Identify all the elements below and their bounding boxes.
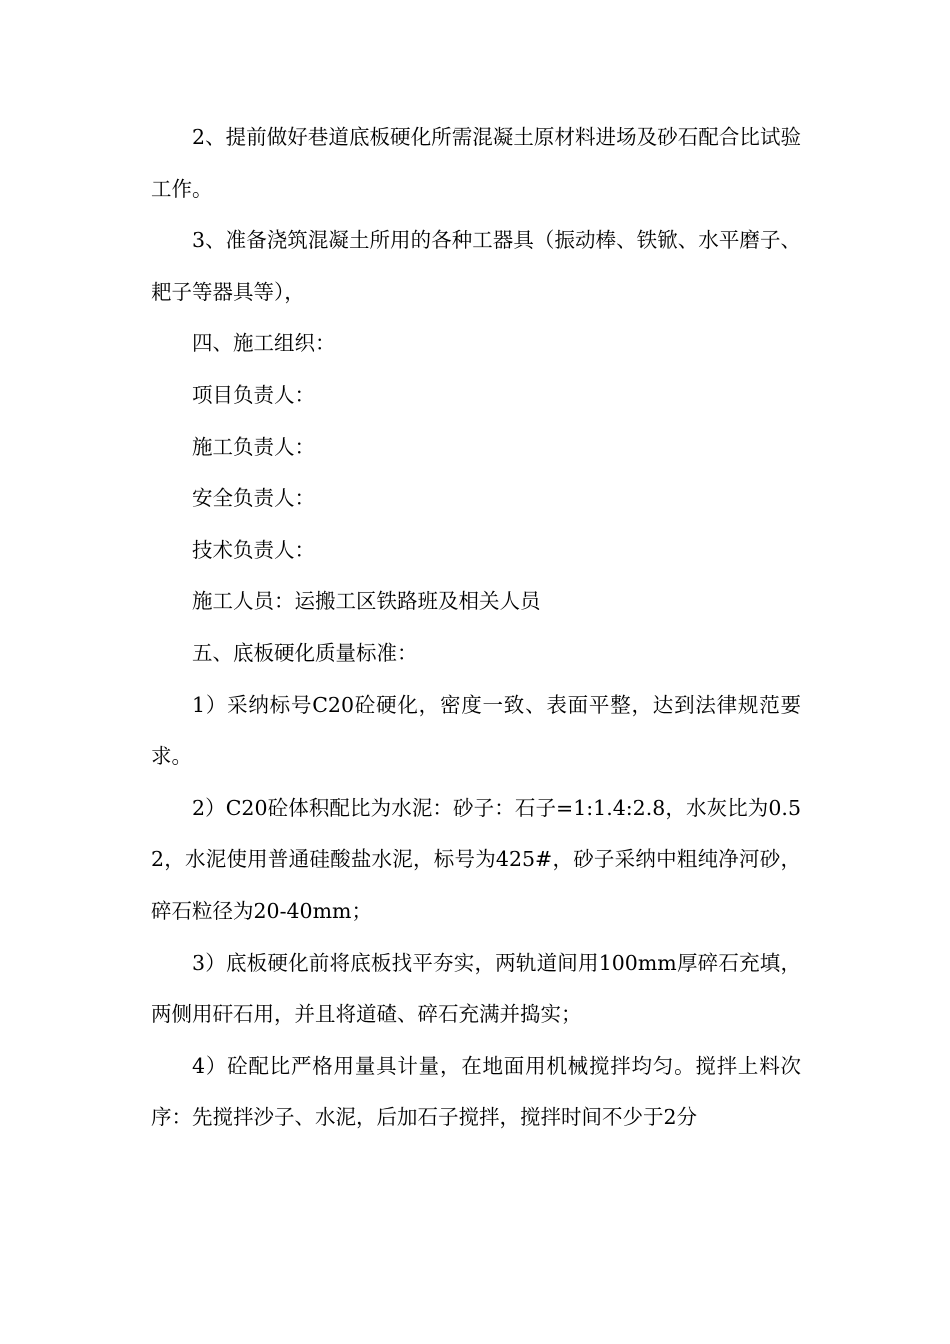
safety-lead-line: 安全负责人： bbox=[192, 486, 315, 511]
quality-item-1: 1）采纳标号C20砼硬化，密度一致、表面平整，达到法律规范要求。 bbox=[151, 692, 801, 769]
construction-staff-line: 施工人员：运搬工区铁路班及相关人员 bbox=[192, 589, 541, 614]
document-body bbox=[151, 112, 801, 1144]
section-heading-organization: 四、施工组织： bbox=[192, 331, 336, 356]
section-heading-quality: 五、底板硬化质量标准： bbox=[192, 640, 418, 665]
quality-item-2: 2）C20砼体积配比为水泥：砂子：石子=1:1.4:2.8，水灰比为0.52，水泥使用普通硅酸盐水泥，标号为425#，砂子采纳中粗纯净河砂，碎石粒径为20-40mm； bbox=[151, 795, 801, 923]
project-lead-line: 项目负责人： bbox=[192, 382, 315, 407]
technical-lead-line: 技术负责人： bbox=[192, 537, 315, 562]
paragraph-prep-materials: 2、提前做好巷道底板硬化所需混凝土原材料进场及砂石配合比试验工作。 bbox=[151, 125, 801, 201]
construction-lead-line: 施工负责人： bbox=[192, 434, 315, 459]
quality-item-3: 3）底板硬化前将底板找平夯实，两轨道间用100mm厚碎石充填，两侧用矸石用，并且将道碴、碎石充满并捣实； bbox=[151, 950, 801, 1027]
paragraph-prep-tools: 3、准备浇筑混凝土所用的各种工器具（振动棒、铁锨、水平磨子、耙子等器具等）， bbox=[151, 228, 801, 304]
quality-item-4: 4）砼配比严格用量具计量，在地面用机械搅拌均匀。搅拌上料次序：先搅拌沙子、水泥，后加石子搅拌，搅拌时间不少于2分 bbox=[151, 1053, 801, 1130]
